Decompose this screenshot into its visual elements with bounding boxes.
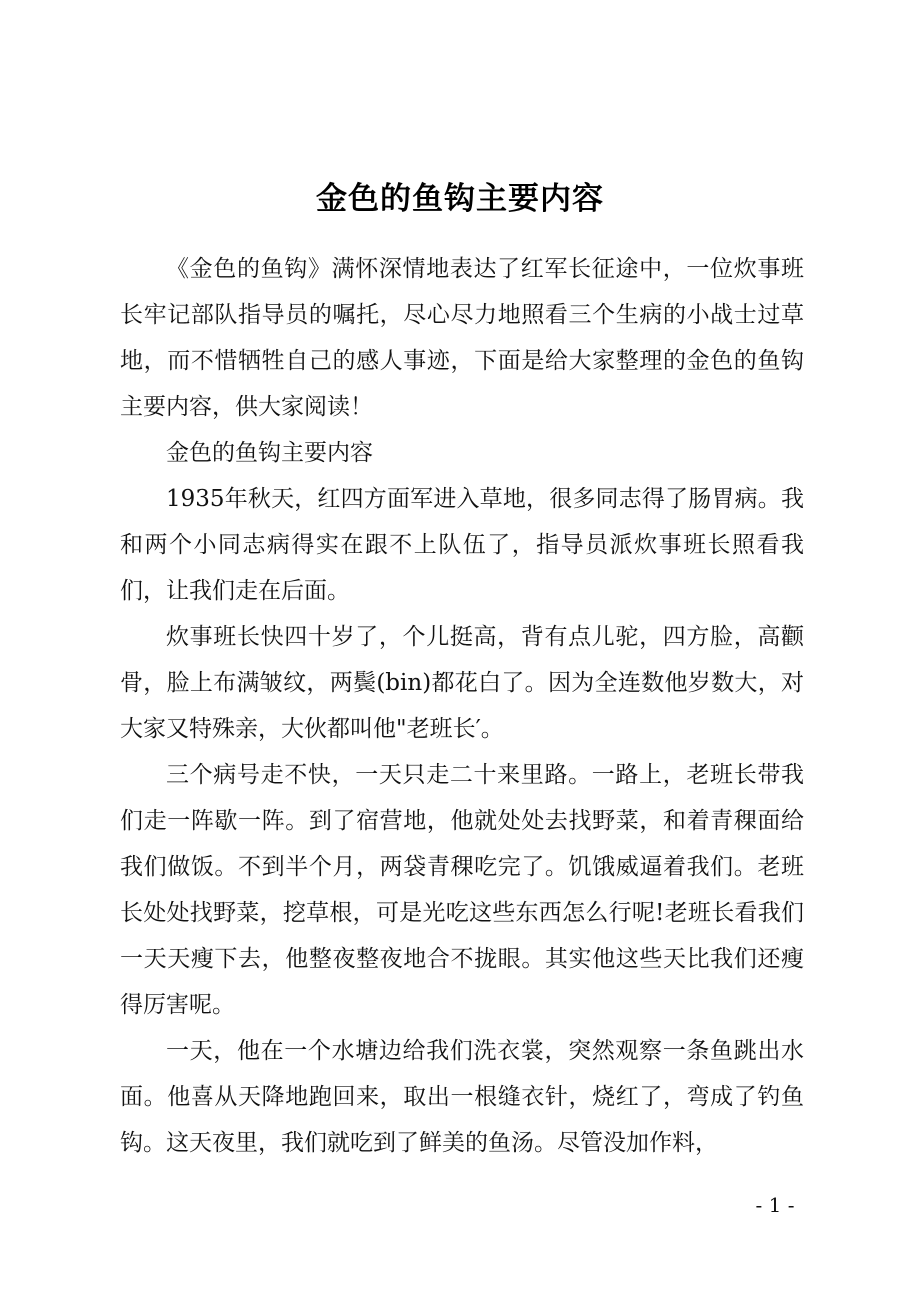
section-heading-paragraph: 金色的鱼钩主要内容 (166, 440, 373, 466)
document-title: 金色的鱼钩主要内容 (316, 180, 604, 217)
body-paragraph: 1935年秋天，红四方面军进入草地，很多同志得了肠胃病。我和两个小同志病得实在跟不上队伍了，指导员派炊事班长照看我们，让我们走在后面。 (120, 486, 804, 604)
intro-paragraph: 《金色的鱼钩》满怀深情地表达了红军长征途中，一位炊事班长牢记部队指导员的嘱托，尽心尽力地照看三个生病的小战士过草地，而不惜牺牲自己的感人事迹，下面是给大家整理的金色的鱼钩主要内容，供大家阅读！ (120, 256, 804, 420)
page-number: - 1 - (755, 1193, 795, 1217)
body-paragraph: 三个病号走不快，一天只走二十来里路。一路上，老班长带我们走一阵歇一阵。到了宿营地，他就处处去找野菜，和着青稞面给我们做饭。不到半个月，两袋青稞吃完了。饥饿威逼着我们。老班长处处找野菜，挖草根，可是光吃这些东西怎么行呢!老班长看我们一天天瘦下去，他整夜整夜地合不拢眼。其实他这些天比我们还瘦得厉害呢。 (120, 762, 804, 1018)
document-body (120, 246, 804, 1166)
body-paragraph: 一天，他在一个水塘边给我们洗衣裳，突然观察一条鱼跳出水面。他喜从天降地跑回来，取出一根缝衣针，烧红了，弯成了钓鱼钩。这天夜里，我们就吃到了鲜美的鱼汤。尽管没加作料， (120, 1038, 804, 1156)
body-paragraph: 炊事班长快四十岁了，个儿挺高，背有点儿驼，四方脸，高颧骨，脸上布满皱纹，两鬓(bin)都花白了。因为全连数他岁数大，对大家又特殊亲，大伙都叫他"老班长′。 (120, 624, 804, 742)
